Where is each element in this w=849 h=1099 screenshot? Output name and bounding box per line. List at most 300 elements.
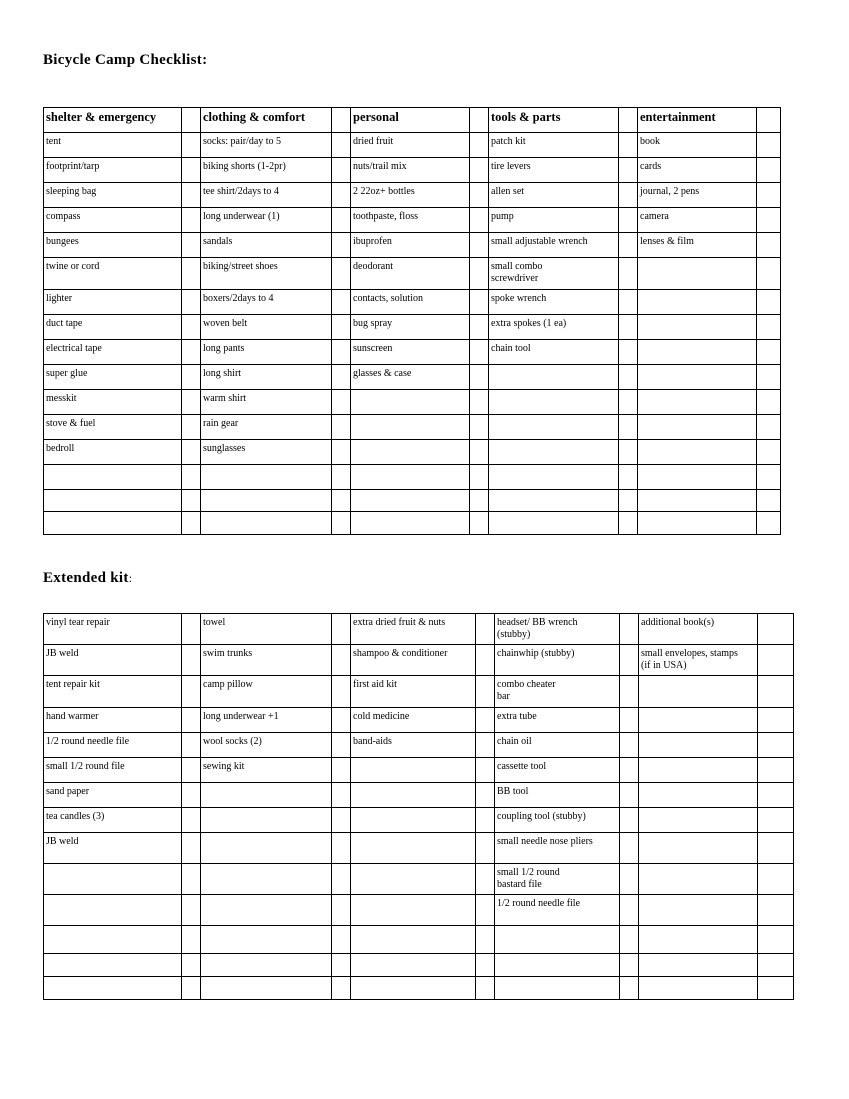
checkbox-cell[interactable] — [332, 258, 351, 290]
checkbox-cell[interactable] — [758, 977, 794, 1000]
extended-kit-title-colon: : — [128, 571, 133, 585]
checkbox-cell[interactable] — [332, 808, 351, 833]
checkbox-cell[interactable] — [182, 676, 201, 708]
checkbox-cell[interactable] — [476, 977, 495, 1000]
item-cell: ibuprofen — [351, 233, 470, 258]
checkbox-cell[interactable] — [182, 340, 201, 365]
item-cell — [201, 783, 332, 808]
checkbox-cell[interactable] — [182, 977, 201, 1000]
checkbox-cell[interactable] — [332, 833, 351, 864]
checkbox-cell[interactable] — [332, 158, 351, 183]
checkbox-cell[interactable] — [757, 415, 781, 440]
checkbox-cell[interactable] — [470, 208, 489, 233]
checkbox-cell[interactable] — [182, 258, 201, 290]
item-cell — [639, 708, 758, 733]
table-row — [44, 440, 781, 465]
item-cell: cards — [638, 158, 757, 183]
item-cell: small combo screwdriver — [489, 258, 619, 290]
item-cell — [639, 758, 758, 783]
item-cell — [489, 465, 619, 490]
item-cell — [351, 440, 470, 465]
item-cell: contacts, solution — [351, 290, 470, 315]
checkbox-cell[interactable] — [476, 758, 495, 783]
checkbox-cell[interactable] — [476, 708, 495, 733]
checkbox-cell[interactable] — [182, 233, 201, 258]
checkbox-cell[interactable] — [758, 808, 794, 833]
checkbox-cell[interactable] — [470, 490, 489, 512]
checkbox-cell[interactable] — [476, 895, 495, 926]
item-cell — [638, 390, 757, 415]
item-cell — [639, 733, 758, 758]
item-cell: small needle nose pliers — [495, 833, 620, 864]
checkbox-cell[interactable] — [182, 315, 201, 340]
item-cell: band-aids — [351, 733, 476, 758]
checkbox-cell[interactable] — [620, 833, 639, 864]
checkbox-cell[interactable] — [619, 108, 638, 133]
checkbox-cell[interactable] — [332, 512, 351, 535]
checkbox-cell[interactable] — [476, 733, 495, 758]
checkbox-cell[interactable] — [620, 645, 639, 676]
checkbox-cell[interactable] — [182, 926, 201, 954]
item-cell: towel — [201, 614, 332, 645]
item-cell: vinyl tear repair — [44, 614, 182, 645]
checkbox-cell[interactable] — [332, 977, 351, 1000]
table-row — [44, 895, 794, 926]
checkbox-cell[interactable] — [619, 415, 638, 440]
extended-kit-title-text: Extended kit — [43, 570, 129, 586]
item-cell — [489, 365, 619, 390]
checkbox-cell[interactable] — [332, 290, 351, 315]
item-cell: small adjustable wrench — [489, 233, 619, 258]
checkbox-cell[interactable] — [470, 183, 489, 208]
item-cell — [495, 954, 620, 977]
checkbox-cell[interactable] — [182, 440, 201, 465]
item-cell: chain tool — [489, 340, 619, 365]
checkbox-cell[interactable] — [619, 315, 638, 340]
checkbox-cell[interactable] — [182, 465, 201, 490]
checkbox-cell[interactable] — [470, 465, 489, 490]
item-cell — [351, 808, 476, 833]
checkbox-cell[interactable] — [182, 758, 201, 783]
checkbox-cell[interactable] — [182, 833, 201, 864]
checkbox-cell[interactable] — [620, 926, 639, 954]
table-row — [44, 158, 781, 183]
checkbox-cell[interactable] — [619, 465, 638, 490]
checklist-table — [43, 107, 781, 535]
checkbox-cell[interactable] — [182, 645, 201, 676]
item-cell: lighter — [44, 290, 182, 315]
item-cell: bungees — [44, 233, 182, 258]
item-cell — [639, 783, 758, 808]
checkbox-cell[interactable] — [620, 954, 639, 977]
checkbox-cell[interactable] — [476, 645, 495, 676]
checkbox-cell[interactable] — [476, 808, 495, 833]
checkbox-cell[interactable] — [332, 864, 351, 895]
table-row — [44, 783, 794, 808]
item-cell — [44, 954, 182, 977]
item-cell — [351, 926, 476, 954]
table-row — [44, 183, 781, 208]
checkbox-cell[interactable] — [757, 490, 781, 512]
item-cell — [638, 340, 757, 365]
item-cell — [201, 864, 332, 895]
checkbox-cell[interactable] — [470, 133, 489, 158]
checkbox-cell[interactable] — [182, 895, 201, 926]
item-cell: book — [638, 133, 757, 158]
item-cell: coupling tool (stubby) — [495, 808, 620, 833]
item-cell: compass — [44, 208, 182, 233]
checkbox-cell[interactable] — [757, 390, 781, 415]
checkbox-cell[interactable] — [332, 490, 351, 512]
item-cell — [639, 833, 758, 864]
table-row — [44, 390, 781, 415]
checkbox-cell[interactable] — [620, 895, 639, 926]
checkbox-cell[interactable] — [757, 365, 781, 390]
item-cell: hand warmer — [44, 708, 182, 733]
table-row — [44, 977, 794, 1000]
checkbox-cell[interactable] — [757, 512, 781, 535]
checkbox-cell[interactable] — [332, 233, 351, 258]
checkbox-cell[interactable] — [757, 208, 781, 233]
item-cell — [351, 954, 476, 977]
table-row — [44, 926, 794, 954]
table-row — [44, 512, 781, 535]
item-cell: duct tape — [44, 315, 182, 340]
checkbox-cell[interactable] — [332, 926, 351, 954]
item-cell — [638, 512, 757, 535]
checkbox-cell[interactable] — [619, 158, 638, 183]
item-cell: glasses & case — [351, 365, 470, 390]
checkbox-cell[interactable] — [182, 864, 201, 895]
checkbox-cell[interactable] — [470, 440, 489, 465]
table-row — [44, 365, 781, 390]
checkbox-cell[interactable] — [182, 390, 201, 415]
checkbox-cell[interactable] — [332, 895, 351, 926]
checkbox-cell[interactable] — [182, 490, 201, 512]
checkbox-cell[interactable] — [182, 783, 201, 808]
checkbox-cell[interactable] — [332, 133, 351, 158]
checkbox-cell[interactable] — [758, 758, 794, 783]
item-cell: cassette tool — [495, 758, 620, 783]
table-row — [44, 208, 781, 233]
checkbox-cell[interactable] — [758, 864, 794, 895]
checkbox-cell[interactable] — [332, 614, 351, 645]
checkbox-cell[interactable] — [476, 864, 495, 895]
item-cell — [495, 926, 620, 954]
item-cell: biking/street shoes — [201, 258, 332, 290]
item-cell — [639, 977, 758, 1000]
extended-kit-title — [43, 570, 132, 587]
item-cell: messkit — [44, 390, 182, 415]
item-cell: journal, 2 pens — [638, 183, 757, 208]
item-cell: nuts/trail mix — [351, 158, 470, 183]
checkbox-cell[interactable] — [182, 208, 201, 233]
item-cell — [638, 415, 757, 440]
checkbox-cell[interactable] — [619, 490, 638, 512]
checkbox-cell[interactable] — [619, 390, 638, 415]
item-cell: pump — [489, 208, 619, 233]
item-cell: stove & fuel — [44, 415, 182, 440]
checkbox-cell[interactable] — [332, 733, 351, 758]
item-cell — [351, 864, 476, 895]
checkbox-cell[interactable] — [620, 676, 639, 708]
checkbox-cell[interactable] — [620, 783, 639, 808]
checkbox-cell[interactable] — [476, 954, 495, 977]
checkbox-cell[interactable] — [620, 758, 639, 783]
checkbox-cell[interactable] — [757, 315, 781, 340]
item-cell: lenses & film — [638, 233, 757, 258]
checkbox-cell[interactable] — [758, 954, 794, 977]
item-cell: small envelopes, stamps (if in USA) — [639, 645, 758, 676]
checkbox-cell[interactable] — [470, 512, 489, 535]
checkbox-cell[interactable] — [332, 390, 351, 415]
checkbox-cell[interactable] — [182, 133, 201, 158]
item-cell — [639, 954, 758, 977]
item-cell: sunglasses — [201, 440, 332, 465]
item-cell — [201, 465, 332, 490]
item-cell: socks: pair/day to 5 — [201, 133, 332, 158]
item-cell — [201, 926, 332, 954]
item-cell — [351, 783, 476, 808]
item-cell — [638, 258, 757, 290]
table-row — [44, 808, 794, 833]
checkbox-cell[interactable] — [476, 614, 495, 645]
checkbox-cell[interactable] — [182, 415, 201, 440]
checkbox-cell[interactable] — [757, 290, 781, 315]
column-header: tools & parts — [489, 108, 619, 133]
checkbox-cell[interactable] — [332, 954, 351, 977]
checkbox-cell[interactable] — [758, 708, 794, 733]
checkbox-cell[interactable] — [470, 233, 489, 258]
item-cell: sleeping bag — [44, 183, 182, 208]
checkbox-cell[interactable] — [476, 833, 495, 864]
checkbox-cell[interactable] — [619, 133, 638, 158]
item-cell: 1/2 round needle file — [44, 733, 182, 758]
checkbox-cell[interactable] — [757, 465, 781, 490]
checkbox-cell[interactable] — [619, 365, 638, 390]
item-cell: BB tool — [495, 783, 620, 808]
item-cell: 1/2 round needle file — [495, 895, 620, 926]
item-cell: bug spray — [351, 315, 470, 340]
checkbox-cell[interactable] — [757, 108, 781, 133]
checkbox-cell[interactable] — [620, 808, 639, 833]
checkbox-cell[interactable] — [470, 158, 489, 183]
checkbox-cell[interactable] — [332, 365, 351, 390]
checkbox-cell[interactable] — [182, 708, 201, 733]
item-cell — [44, 926, 182, 954]
checkbox-cell[interactable] — [182, 158, 201, 183]
checkbox-cell[interactable] — [619, 208, 638, 233]
item-cell — [489, 512, 619, 535]
checkbox-cell[interactable] — [619, 183, 638, 208]
item-cell: extra spokes (1 ea) — [489, 315, 619, 340]
table-row — [44, 133, 781, 158]
item-cell: woven belt — [201, 315, 332, 340]
item-cell: chain oil — [495, 733, 620, 758]
item-cell — [351, 490, 470, 512]
column-header: personal — [351, 108, 470, 133]
item-cell: sunscreen — [351, 340, 470, 365]
item-cell — [201, 833, 332, 864]
column-header: clothing & comfort — [201, 108, 332, 133]
item-cell: small 1/2 round bastard file — [495, 864, 620, 895]
checkbox-cell[interactable] — [332, 440, 351, 465]
checkbox-cell[interactable] — [476, 783, 495, 808]
checkbox-cell[interactable] — [332, 415, 351, 440]
checkbox-cell[interactable] — [332, 645, 351, 676]
item-cell — [44, 465, 182, 490]
item-cell: long shirt — [201, 365, 332, 390]
item-cell: patch kit — [489, 133, 619, 158]
item-cell: allen set — [489, 183, 619, 208]
checkbox-cell[interactable] — [470, 290, 489, 315]
checkbox-cell[interactable] — [619, 512, 638, 535]
item-cell — [638, 365, 757, 390]
item-cell — [201, 977, 332, 1000]
item-cell — [201, 895, 332, 926]
checkbox-cell[interactable] — [182, 183, 201, 208]
item-cell: small 1/2 round file — [44, 758, 182, 783]
item-cell — [44, 490, 182, 512]
item-cell — [489, 490, 619, 512]
checkbox-cell[interactable] — [757, 340, 781, 365]
item-cell: dried fruit — [351, 133, 470, 158]
checkbox-cell[interactable] — [619, 340, 638, 365]
checkbox-cell[interactable] — [470, 365, 489, 390]
checkbox-cell[interactable] — [332, 108, 351, 133]
checkbox-cell[interactable] — [332, 783, 351, 808]
checkbox-cell[interactable] — [619, 290, 638, 315]
checkbox-cell[interactable] — [182, 954, 201, 977]
item-cell — [351, 758, 476, 783]
item-cell — [201, 490, 332, 512]
item-cell — [44, 977, 182, 1000]
checkbox-cell[interactable] — [758, 676, 794, 708]
item-cell: swim trunks — [201, 645, 332, 676]
checkbox-cell[interactable] — [470, 390, 489, 415]
checkbox-cell[interactable] — [182, 808, 201, 833]
checkbox-cell[interactable] — [757, 183, 781, 208]
checklist-title: Bicycle Camp Checklist: — [43, 52, 208, 68]
table-row — [44, 340, 781, 365]
checkbox-cell[interactable] — [332, 708, 351, 733]
item-cell — [495, 977, 620, 1000]
item-cell: sewing kit — [201, 758, 332, 783]
checkbox-cell[interactable] — [332, 676, 351, 708]
item-cell: tee shirt/2days to 4 — [201, 183, 332, 208]
checkbox-cell[interactable] — [619, 258, 638, 290]
table-row — [44, 758, 794, 783]
checkbox-cell[interactable] — [757, 133, 781, 158]
extended-kit-table — [43, 613, 794, 1000]
checkbox-cell[interactable] — [470, 108, 489, 133]
checkbox-cell[interactable] — [758, 895, 794, 926]
item-cell — [638, 490, 757, 512]
checkbox-cell[interactable] — [332, 340, 351, 365]
table-row — [44, 233, 781, 258]
item-cell: sandals — [201, 233, 332, 258]
checkbox-cell[interactable] — [758, 733, 794, 758]
item-cell: JB weld — [44, 645, 182, 676]
checkbox-cell[interactable] — [620, 864, 639, 895]
item-cell: electrical tape — [44, 340, 182, 365]
checkbox-cell[interactable] — [758, 783, 794, 808]
item-cell: twine or cord — [44, 258, 182, 290]
item-cell — [639, 864, 758, 895]
item-cell — [638, 315, 757, 340]
checkbox-cell[interactable] — [620, 977, 639, 1000]
checkbox-cell[interactable] — [182, 733, 201, 758]
checkbox-cell[interactable] — [332, 183, 351, 208]
checkbox-cell[interactable] — [758, 645, 794, 676]
item-cell: camp pillow — [201, 676, 332, 708]
checkbox-cell[interactable] — [470, 340, 489, 365]
item-cell — [351, 390, 470, 415]
checkbox-cell[interactable] — [182, 365, 201, 390]
table-row — [44, 415, 781, 440]
checkbox-cell[interactable] — [332, 208, 351, 233]
checkbox-cell[interactable] — [332, 758, 351, 783]
checkbox-cell[interactable] — [182, 614, 201, 645]
checkbox-cell[interactable] — [332, 465, 351, 490]
table-row — [44, 258, 781, 290]
item-cell: rain gear — [201, 415, 332, 440]
item-cell: JB weld — [44, 833, 182, 864]
item-cell: super glue — [44, 365, 182, 390]
checkbox-cell[interactable] — [476, 676, 495, 708]
item-cell — [201, 954, 332, 977]
item-cell: tea candles (3) — [44, 808, 182, 833]
checkbox-cell[interactable] — [758, 614, 794, 645]
checkbox-cell[interactable] — [182, 512, 201, 535]
item-cell: bedroll — [44, 440, 182, 465]
item-cell: long underwear (1) — [201, 208, 332, 233]
checkbox-cell[interactable] — [470, 258, 489, 290]
checkbox-cell[interactable] — [620, 614, 639, 645]
checkbox-cell[interactable] — [620, 708, 639, 733]
checkbox-cell[interactable] — [619, 440, 638, 465]
table-row — [44, 864, 794, 895]
checkbox-cell[interactable] — [757, 233, 781, 258]
checkbox-cell[interactable] — [758, 833, 794, 864]
item-cell — [489, 415, 619, 440]
checkbox-cell[interactable] — [470, 415, 489, 440]
checkbox-cell[interactable] — [757, 158, 781, 183]
checkbox-cell[interactable] — [476, 926, 495, 954]
checkbox-cell[interactable] — [758, 926, 794, 954]
item-cell: 2 22oz+ bottles — [351, 183, 470, 208]
checkbox-cell[interactable] — [757, 440, 781, 465]
checkbox-cell[interactable] — [470, 315, 489, 340]
checkbox-cell[interactable] — [182, 290, 201, 315]
table-row — [44, 645, 794, 676]
checkbox-cell[interactable] — [620, 733, 639, 758]
item-cell: shampoo & conditioner — [351, 645, 476, 676]
checkbox-cell[interactable] — [619, 233, 638, 258]
table-row — [44, 833, 794, 864]
item-cell: chainwhip (stubby) — [495, 645, 620, 676]
table-row — [44, 954, 794, 977]
checkbox-cell[interactable] — [332, 315, 351, 340]
checkbox-cell[interactable] — [182, 108, 201, 133]
item-cell: tire levers — [489, 158, 619, 183]
item-cell: tent — [44, 133, 182, 158]
item-cell: deodorant — [351, 258, 470, 290]
table-row — [44, 315, 781, 340]
item-cell — [638, 465, 757, 490]
checkbox-cell[interactable] — [757, 258, 781, 290]
table-row — [44, 708, 794, 733]
